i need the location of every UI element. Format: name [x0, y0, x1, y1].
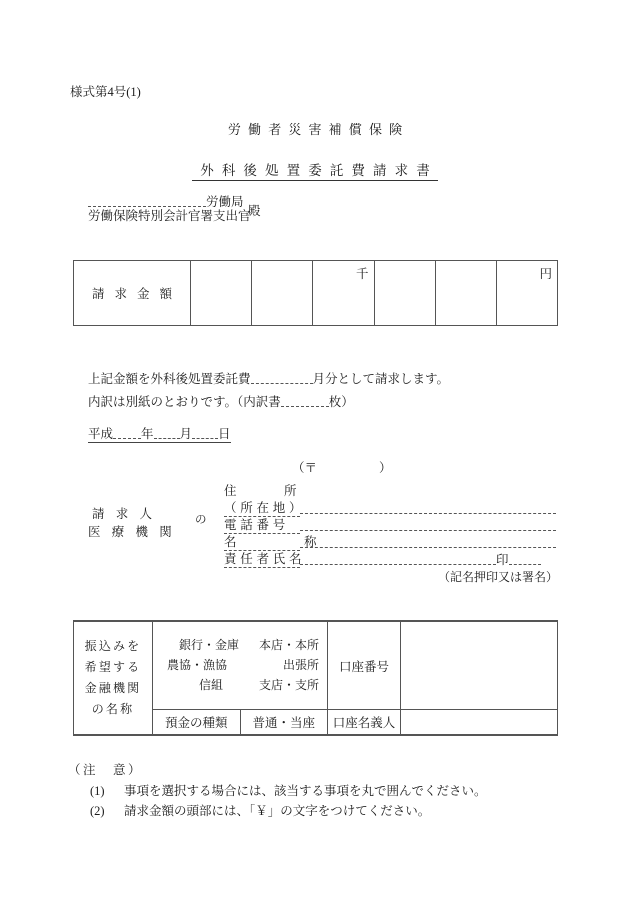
- statement-line-2: [88, 391, 449, 414]
- day-blank-input[interactable]: [192, 426, 218, 439]
- institution-name-input[interactable]: [300, 535, 556, 548]
- bank-name-label-cell: [74, 622, 153, 735]
- statement-1-after: 月分として請求します。: [312, 372, 450, 386]
- year-blank-input[interactable]: [113, 426, 141, 439]
- telephone-label: 電話番号: [224, 515, 300, 534]
- day-unit: 日: [218, 427, 231, 441]
- responsible-row: [224, 549, 558, 566]
- insurance-title-text: 労働者災害補償保険: [227, 122, 410, 137]
- amount-digit-cell-5[interactable]: [435, 261, 496, 325]
- document-title-text: 外科後処置委託費請求書: [192, 163, 438, 181]
- deposit-type-label-cell: 預金の種類: [153, 710, 241, 735]
- claim-amount-label: 請求金額: [91, 287, 182, 301]
- note-item-2: [68, 801, 487, 822]
- address-input[interactable]: [300, 501, 556, 514]
- addressee-block: [88, 194, 261, 223]
- bank-title-line-1: 振込みを: [84, 639, 142, 653]
- year-unit: 年: [141, 427, 154, 441]
- bank-type-left-2[interactable]: 農協・漁協: [167, 657, 228, 672]
- statement-2-after: 枚）: [328, 395, 354, 410]
- requester-label-line2: 医療機関: [88, 525, 184, 540]
- bank-type-right-3[interactable]: 支店・支所: [258, 677, 319, 692]
- month-blank-input-date[interactable]: [154, 426, 180, 439]
- note-number-2: (2): [90, 804, 105, 819]
- bank-type-row-3: [161, 676, 319, 696]
- address-label-line1: 住 所: [224, 484, 315, 498]
- postal-code-line[interactable]: [292, 458, 392, 476]
- name-row: [224, 532, 558, 549]
- amount-digit-cell-4[interactable]: [374, 261, 435, 325]
- bank-type-left-3[interactable]: 信組: [199, 677, 224, 692]
- account-holder-value-cell[interactable]: [401, 710, 558, 735]
- month-blank-input[interactable]: [251, 371, 313, 384]
- amount-unit-3: 千: [356, 267, 369, 281]
- claim-amount-table: [73, 260, 558, 326]
- amount-digit-cell-3[interactable]: [312, 261, 373, 325]
- note-item-1: [68, 781, 487, 802]
- date-underline-wrap: [88, 427, 231, 443]
- account-holder-label-cell: 口座名義人: [328, 710, 401, 735]
- bank-account-table: [73, 620, 558, 736]
- notes-heading: （注 意）: [68, 763, 144, 777]
- seal-area[interactable]: [509, 552, 541, 565]
- signature-note: （記名押印又は署名）: [437, 570, 558, 584]
- seal-label: 印: [496, 553, 509, 567]
- address-row-2: [224, 498, 558, 515]
- era-label: 平成: [88, 427, 114, 441]
- bureau-blank-line[interactable]: [88, 194, 206, 207]
- institution-name-label: 名 称: [224, 532, 300, 551]
- statement-block: [88, 368, 449, 414]
- telephone-row: [224, 515, 558, 532]
- bank-type-right-2[interactable]: 出張所: [282, 657, 319, 672]
- address-label-line2: （所在地）: [224, 498, 300, 517]
- bank-title-line-2: 希望する: [84, 660, 142, 674]
- postal-open-paren: （〒: [292, 461, 318, 475]
- claim-amount-label-cell: [74, 261, 190, 325]
- note-number-1: (1): [90, 783, 105, 798]
- telephone-input[interactable]: [300, 518, 556, 531]
- requester-label-block: [88, 505, 207, 541]
- bank-institution-type-cell[interactable]: [153, 622, 328, 710]
- bank-type-right-1[interactable]: 本店・本所: [258, 638, 319, 653]
- addressee-honorific: 殿: [248, 204, 261, 218]
- month-unit: 月: [179, 427, 193, 441]
- statement-1-before: 上記金額を外科後処置委託費: [88, 372, 251, 386]
- sheets-blank-input[interactable]: [281, 394, 329, 407]
- postal-close-paren: ）: [379, 461, 392, 475]
- bank-type-row-1: [161, 636, 319, 656]
- form-code: 様式第4号(1): [70, 85, 141, 99]
- amount-digit-cell-2[interactable]: [251, 261, 312, 325]
- bank-type-left-1[interactable]: 銀行・金庫: [179, 638, 240, 653]
- responsible-person-input[interactable]: [300, 552, 496, 565]
- bank-title-line-3: 金融機関: [84, 681, 142, 695]
- note-text-1: 事項を選択する場合には、該当する事項を丸で囲んでください。: [124, 783, 487, 798]
- statement-line-1: [88, 368, 449, 391]
- requester-fields-block: [224, 481, 558, 584]
- note-text-2: 請求金額の頭部には、「￥」の文字をつけてください。: [124, 804, 431, 819]
- address-row-1: [224, 481, 558, 498]
- account-number-label-cell: 口座番号: [328, 622, 401, 710]
- addressee-bureau-line: [88, 194, 251, 209]
- account-number-value-cell[interactable]: [401, 622, 558, 710]
- statement-2-before: 内訳は別紙のとおりです。（内訳書: [88, 395, 281, 410]
- bank-title-line-4: の名称: [91, 702, 135, 716]
- document-title: [0, 159, 630, 179]
- addressee-office-line: 労働保険特別会計官署支出官: [88, 209, 251, 223]
- amount-digit-cell-1[interactable]: [190, 261, 251, 325]
- requester-label-line1: 請求人: [92, 507, 164, 521]
- insurance-title: [0, 119, 630, 138]
- bureau-suffix: 労働局: [206, 194, 244, 209]
- amount-unit-6: 円: [539, 267, 553, 281]
- amount-digit-cell-6[interactable]: [496, 261, 557, 325]
- deposit-type-value-cell[interactable]: 普通・当座: [240, 710, 328, 735]
- bank-type-row-2: [161, 656, 319, 676]
- responsible-person-label: 責任者氏名: [224, 549, 300, 568]
- date-line: [88, 424, 231, 442]
- notes-block: [68, 760, 487, 822]
- requester-label-particle: の: [195, 514, 207, 526]
